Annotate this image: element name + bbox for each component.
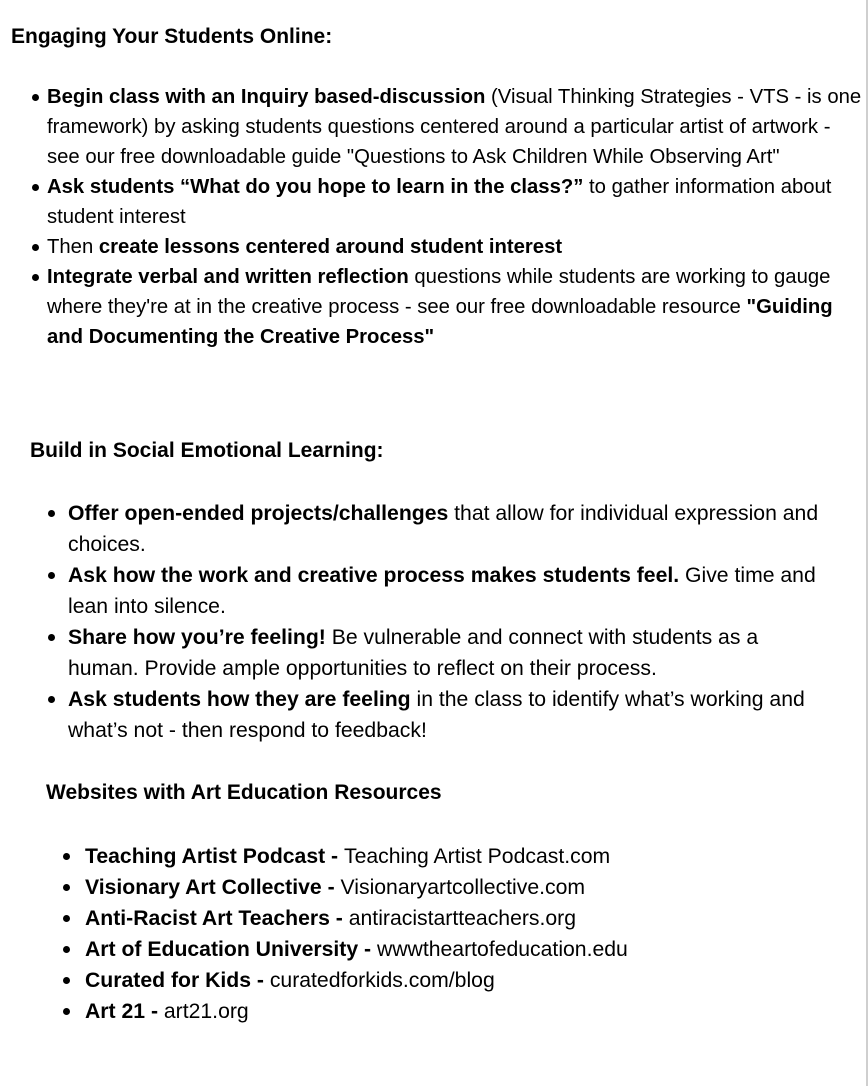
engaging-heading: Engaging Your Students Online: (11, 25, 333, 48)
item-bold-text: Begin class with an Inquiry based-discussion (47, 86, 486, 108)
item-text: (Visual Thinking Strategies - VTS - is one framework) by asking students questions centered around a particular artist of artwork - see our free downloadable guide "Questions to Ask Children While Observing Art" (47, 86, 862, 168)
list-item (68, 622, 833, 684)
engaging-list (47, 82, 865, 352)
websites-heading: Websites with Art Education Resources (46, 781, 442, 804)
website-name: Teaching Artist Podcast - (85, 845, 344, 868)
website-url: Teaching Artist Podcast.com (344, 845, 611, 868)
item-text: Then (47, 236, 99, 258)
website-item (85, 996, 825, 1027)
website-url: Visionaryartcollective.com (340, 876, 586, 899)
website-item (85, 872, 825, 903)
website-item (85, 903, 825, 934)
item-bold-text: Offer open-ended projects/challenges (68, 502, 449, 525)
website-url: antiracistartteachers.org (348, 907, 577, 930)
engaging-section (11, 23, 866, 348)
website-name: Art 21 - (85, 1000, 164, 1023)
sel-section (30, 437, 860, 742)
website-item (85, 934, 825, 965)
list-item (68, 684, 833, 746)
list-item (47, 232, 865, 262)
item-bold-text: Integrate verbal and written reflection (47, 266, 409, 288)
item-text: to gather information about student interest (47, 176, 832, 228)
list-item (68, 498, 833, 560)
website-name: Visionary Art Collective - (85, 876, 341, 899)
website-item (85, 841, 825, 872)
resource-title: "Guiding and Documenting the Creative Process" (47, 296, 833, 348)
website-item (85, 965, 825, 996)
item-bold-text: Ask students “What do you hope to learn in the class?” (47, 176, 584, 198)
item-bold-text: Ask how the work and creative process makes students feel. (68, 564, 680, 587)
list-item (68, 560, 833, 622)
item-text: that allow for individual expression and choices. (68, 502, 819, 556)
item-text: Give time and lean into silence. (68, 564, 816, 618)
sel-heading: Build in Social Emotional Learning: (30, 439, 384, 462)
website-name: Curated for Kids - (85, 969, 270, 992)
website-name: Anti-Racist Art Teachers - (85, 907, 349, 930)
list-item (47, 262, 865, 352)
website-name: Art of Education University - (85, 938, 377, 961)
list-item (47, 172, 865, 232)
sel-list (68, 498, 833, 746)
item-bold-text: create lessons centered around student interest (98, 236, 563, 258)
item-text: in the class to identify what’s working and what’s not - then respond to feedback! (68, 688, 805, 742)
item-text: Be vulnerable and connect with students as a human. Provide ample opportunities to reflect on their process. (68, 626, 759, 680)
website-url: curatedforkids.com/blog (269, 969, 495, 992)
website-url: wwwtheartofeducation.edu (376, 938, 628, 961)
websites-section (46, 779, 846, 1023)
item-bold-text: Share how you’re feeling! (68, 626, 326, 649)
website-url: art21.org (163, 1000, 249, 1023)
item-text: questions while students are working to gauge where they're at in the creative process - see our free downloadable resource (47, 266, 831, 318)
list-item (47, 82, 865, 172)
item-bold-text: Ask students how they are feeling (68, 688, 411, 711)
websites-list (85, 841, 825, 1027)
